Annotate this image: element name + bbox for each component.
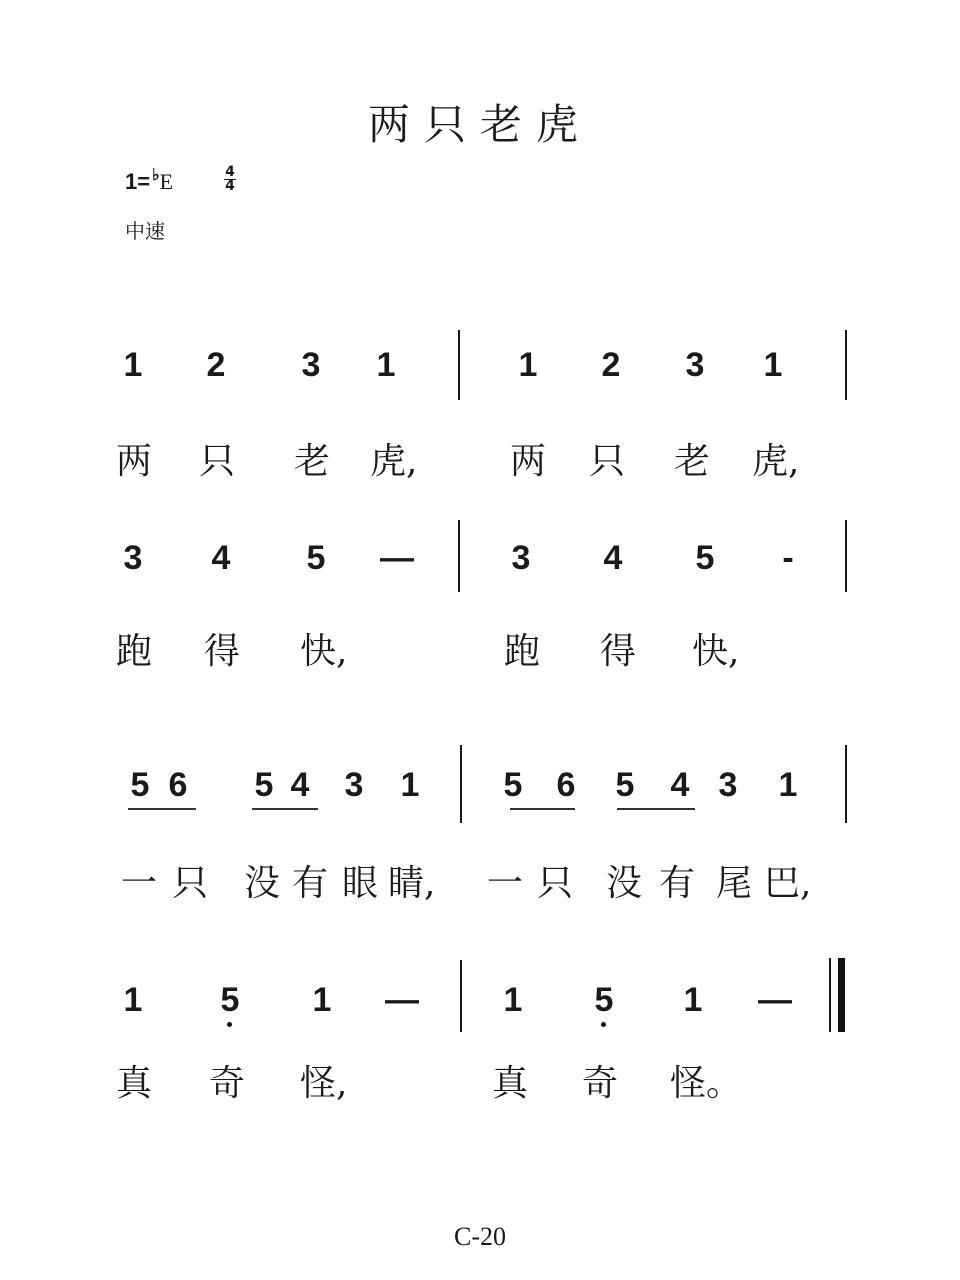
lyric: 尾: [715, 863, 752, 904]
key-note: E: [159, 169, 174, 194]
note: 6: [556, 766, 576, 804]
note: 6: [168, 766, 188, 804]
song-title: 两只老虎: [367, 100, 592, 149]
note: 4: [670, 766, 690, 804]
lyric: 有: [291, 863, 328, 904]
barline: [845, 520, 847, 592]
key-prefix: 1=: [125, 169, 151, 194]
note: 1: [503, 981, 523, 1019]
lyric: 只: [171, 863, 208, 904]
note: 1: [400, 766, 420, 804]
note: 4: [290, 766, 310, 804]
time-signature-top: 4: [225, 164, 235, 180]
note: 3: [718, 766, 738, 804]
note: 3: [685, 346, 705, 384]
lyric: 睛,: [388, 863, 436, 904]
dash: —: [758, 981, 792, 1019]
note: 3: [344, 766, 364, 804]
dash: —: [385, 981, 419, 1019]
final-barline-thick: [838, 958, 845, 1032]
lyric: 奇: [581, 1063, 618, 1104]
underline-beam: [252, 808, 318, 810]
barline: [460, 745, 462, 823]
note: 2: [206, 346, 226, 384]
lyric: 快,: [300, 631, 348, 672]
note: 5: [220, 981, 240, 1019]
lyric: 老: [293, 441, 330, 482]
lyric: 只: [536, 863, 573, 904]
lyric: 两: [115, 441, 152, 482]
lyric: 有: [658, 863, 695, 904]
note: 5: [615, 766, 635, 804]
note: 3: [511, 539, 531, 577]
lyric: 没: [243, 863, 280, 904]
note: 5: [306, 539, 326, 577]
underline-beam: [510, 808, 575, 810]
lyric: 跑: [503, 631, 540, 672]
barline: [845, 745, 847, 823]
note: 5: [695, 539, 715, 577]
lyric: 一: [486, 863, 523, 904]
lyric: 虎,: [370, 441, 418, 482]
barline: [460, 960, 462, 1032]
barline: [458, 520, 460, 592]
page-number: C-20: [454, 1222, 506, 1251]
lyric: 跑: [115, 631, 152, 672]
lyric: 真: [491, 1063, 528, 1104]
note: 5: [503, 766, 523, 804]
note: 3: [123, 539, 143, 577]
final-barline-thin: [829, 958, 831, 1032]
underline-beam: [617, 808, 695, 810]
dash: -: [782, 539, 794, 577]
note: 1: [683, 981, 703, 1019]
note: 4: [211, 539, 231, 577]
flat-icon: ♭: [152, 167, 160, 184]
lyric: 只: [588, 441, 625, 482]
lower-octave-dot: [601, 1022, 606, 1027]
lyric: 两: [509, 441, 546, 482]
lyric: 怪,: [300, 1063, 348, 1104]
time-signature-bottom: 4: [225, 178, 235, 194]
note: 1: [778, 766, 798, 804]
note: 1: [312, 981, 332, 1019]
time-signature: [222, 166, 238, 193]
dash: —: [380, 539, 414, 577]
lyric: 真: [115, 1063, 152, 1104]
lyric: 一: [120, 863, 157, 904]
lyric: 老: [673, 441, 710, 482]
lyric: 奇: [208, 1063, 245, 1104]
lyric: 巴,: [764, 863, 812, 904]
lyric: 没: [605, 863, 642, 904]
note: 1: [376, 346, 396, 384]
note: 4: [603, 539, 623, 577]
key-signature: [125, 165, 173, 195]
lower-octave-dot: [227, 1022, 232, 1027]
note: 1: [763, 346, 783, 384]
note: 5: [130, 766, 150, 804]
lyric: 得: [599, 631, 636, 672]
note: 5: [594, 981, 614, 1019]
lyric: 只: [198, 441, 235, 482]
lyric: 快,: [692, 631, 740, 672]
note: 2: [601, 346, 621, 384]
note: 1: [123, 981, 143, 1019]
lyric: 怪。: [670, 1063, 743, 1104]
lyric: 得: [203, 631, 240, 672]
note: 3: [301, 346, 321, 384]
tempo-marking: 中速: [125, 219, 165, 243]
barline: [458, 330, 460, 400]
barline: [845, 330, 847, 400]
note: 1: [518, 346, 538, 384]
lyric: 虎,: [752, 441, 800, 482]
note: 1: [123, 346, 143, 384]
note: 5: [254, 766, 274, 804]
underline-beam: [128, 808, 196, 810]
lyric: 眼: [341, 863, 378, 904]
